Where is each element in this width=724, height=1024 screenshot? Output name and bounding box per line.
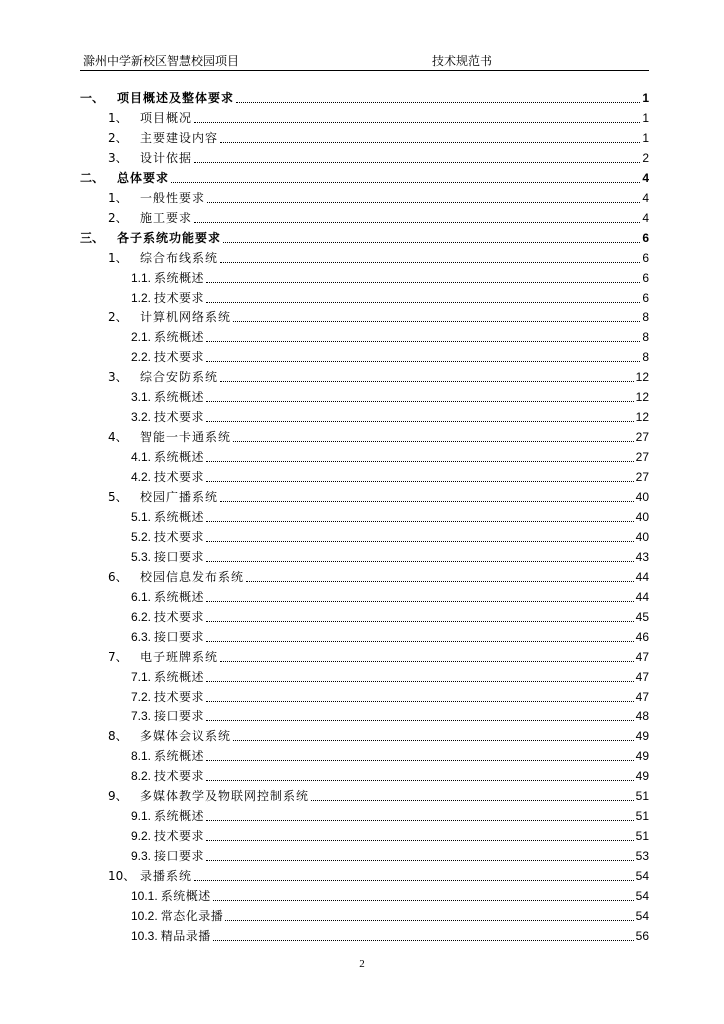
- toc-entry[interactable]: [131, 826, 649, 846]
- toc-entry-title: 录播系统: [140, 869, 193, 884]
- toc-entry[interactable]: [108, 786, 649, 806]
- toc-entry[interactable]: [108, 248, 649, 268]
- toc-entry-title: 系统概述: [154, 749, 205, 764]
- toc-entry-page: 47: [635, 689, 649, 704]
- toc-entry-number: 5、: [108, 490, 128, 504]
- toc-dot-leader: [206, 600, 634, 602]
- toc-dot-leader: [206, 301, 640, 303]
- toc-entry[interactable]: [108, 128, 649, 148]
- toc-dot-leader: [206, 640, 634, 642]
- toc-entry-number: 1.1.: [131, 270, 152, 285]
- toc-entry[interactable]: [108, 367, 649, 387]
- toc-entry-page: 51: [635, 789, 649, 804]
- toc-entry-title: 系统概述: [154, 390, 205, 405]
- toc-entry-title: 接口要求: [154, 549, 205, 564]
- toc-dot-leader: [206, 700, 634, 702]
- toc-entry-page: 40: [635, 509, 649, 524]
- toc-entry[interactable]: [131, 467, 649, 487]
- toc-entry-number: 2、: [108, 310, 128, 325]
- toc-dot-leader: [220, 261, 640, 263]
- toc-entry-title: 系统概述: [154, 509, 205, 524]
- toc-dot-leader: [236, 101, 640, 103]
- toc-entry-number: 2.1.: [131, 330, 152, 345]
- toc-dot-leader: [220, 380, 634, 382]
- toc-entry-number: 5.3.: [131, 549, 152, 564]
- toc-entry-number: 8、: [108, 729, 128, 744]
- toc-entry-number: 6.1.: [131, 589, 152, 604]
- toc-entry[interactable]: [108, 188, 649, 208]
- toc-entry-title: 接口要求: [154, 709, 205, 724]
- toc-entry-page: 48: [635, 709, 649, 724]
- toc-entry[interactable]: [131, 846, 649, 866]
- header-divider: [80, 70, 649, 71]
- toc-entry[interactable]: [131, 527, 649, 547]
- toc-entry-number: 4、: [108, 430, 128, 445]
- toc-entry[interactable]: [108, 108, 649, 128]
- toc-entry-number: 2.2.: [131, 350, 152, 365]
- toc-entry[interactable]: [131, 288, 649, 308]
- toc-entry-number: 1、: [108, 190, 128, 205]
- toc-dot-leader: [194, 221, 640, 223]
- toc-entry-number: 9、: [108, 789, 128, 804]
- toc-entry-page: 2: [642, 150, 649, 165]
- toc-entry-title: 综合布线系统: [140, 250, 219, 265]
- toc-entry-title: 技术要求: [154, 470, 205, 485]
- toc-entry-page: 8: [642, 350, 649, 365]
- toc-dot-leader: [206, 540, 634, 542]
- toc-entry-page: 40: [635, 490, 649, 504]
- toc-entry-number: 6.3.: [131, 629, 152, 644]
- toc-dot-leader: [213, 899, 634, 901]
- toc-entry-number: 5.2.: [131, 529, 152, 544]
- toc-entry-title: 系统概述: [160, 889, 211, 903]
- toc-entry-page: 54: [635, 869, 649, 884]
- toc-dot-leader: [171, 181, 640, 183]
- toc-entry-number: 5.1.: [131, 509, 152, 524]
- toc-entry-page: 12: [635, 390, 649, 405]
- toc-dot-leader: [194, 121, 640, 123]
- toc-entry-title: 智能一卡通系统: [140, 430, 232, 445]
- toc-entry-number: 2、: [108, 210, 128, 225]
- toc-entry-page: 1: [642, 110, 649, 125]
- toc-entry-title: 校园信息发布系统: [140, 569, 245, 584]
- toc-entry-number: 9.2.: [131, 829, 152, 844]
- toc-entry-title: 各子系统功能要求: [117, 230, 222, 245]
- toc-entry[interactable]: [80, 168, 649, 188]
- toc-entry-title: 技术要求: [154, 529, 205, 544]
- toc-entry[interactable]: [108, 487, 649, 507]
- toc-entry-number: 9.3.: [131, 849, 152, 864]
- toc-dot-leader: [233, 320, 640, 322]
- toc-dot-leader: [206, 719, 634, 721]
- toc-entry[interactable]: [131, 447, 649, 467]
- toc-entry-page: 4: [642, 170, 649, 185]
- toc-entry-page: 51: [635, 809, 649, 824]
- toc-entry[interactable]: [131, 926, 649, 946]
- toc-entry[interactable]: [108, 307, 649, 327]
- toc-entry[interactable]: [131, 667, 649, 687]
- toc-entry-page: 12: [635, 410, 649, 425]
- toc-entry-page: 47: [635, 669, 649, 684]
- toc-entry-number: 6.2.: [131, 609, 152, 624]
- toc-entry-page: 49: [635, 769, 649, 784]
- toc-entry-number: 7.2.: [131, 689, 152, 704]
- toc-entry-title: 校园广播系统: [140, 490, 219, 504]
- toc-entry-title: 技术要求: [154, 290, 205, 305]
- toc-entry-page: 54: [635, 889, 649, 903]
- toc-entry-title: 技术要求: [154, 410, 205, 425]
- toc-entry[interactable]: [131, 806, 649, 826]
- toc-entry-number: 7、: [108, 649, 128, 664]
- toc-entry-title: 技术要求: [154, 350, 205, 365]
- toc-entry-page: 47: [635, 649, 649, 664]
- toc-dot-leader: [220, 141, 640, 143]
- toc-entry-page: 44: [635, 569, 649, 584]
- toc-entry-page: 54: [635, 908, 649, 923]
- toc-entry-title: 技术要求: [154, 769, 205, 784]
- toc-entry-title: 系统概述: [154, 330, 205, 345]
- toc-entry-number: 3.1.: [131, 390, 152, 405]
- toc-entry-number: 一、: [80, 91, 105, 105]
- toc-entry-title: 技术要求: [154, 609, 205, 624]
- page-header: [83, 52, 649, 70]
- toc-entry-page: 27: [635, 450, 649, 465]
- toc-entry-title: 电子班牌系统: [140, 649, 219, 664]
- toc-entry-title: 项目概况: [140, 110, 193, 125]
- toc-dot-leader: [311, 799, 634, 801]
- toc-entry[interactable]: [131, 268, 649, 288]
- toc-entry-title: 精品录播: [160, 928, 211, 943]
- toc-entry-number: 3、: [108, 150, 128, 165]
- toc-entry-number: 三、: [80, 230, 105, 245]
- toc-entry-title: 主要建设内容: [140, 130, 219, 145]
- toc-entry-title: 多媒体会议系统: [140, 729, 232, 744]
- toc-entry[interactable]: [131, 706, 649, 726]
- toc-entry-page: 27: [635, 430, 649, 445]
- toc-entry-title: 常态化录播: [160, 908, 224, 923]
- toc-entry-page: 45: [635, 609, 649, 624]
- toc-entry-number: 4.1.: [131, 450, 152, 465]
- toc-dot-leader: [206, 460, 634, 462]
- toc-entry-title: 多媒体教学及物联网控制系统: [140, 789, 310, 804]
- toc-dot-leader: [206, 281, 640, 283]
- toc-entry-title: 设计依据: [140, 150, 193, 165]
- toc-entry-title: 综合安防系统: [140, 370, 219, 385]
- toc-entry[interactable]: [108, 567, 649, 587]
- toc-entry-page: 43: [635, 549, 649, 564]
- toc-entry-page: 6: [642, 250, 649, 265]
- toc-entry-page: 6: [642, 230, 649, 245]
- toc-entry-page: 1: [642, 130, 649, 145]
- toc-entry-page: 49: [635, 729, 649, 744]
- toc-dot-leader: [206, 480, 634, 482]
- toc-entry-number: 7.1.: [131, 669, 152, 684]
- toc-entry-title: 项目概述及整体要求: [117, 91, 235, 105]
- toc-entry-page: 6: [642, 270, 649, 285]
- toc-entry-title: 接口要求: [154, 629, 205, 644]
- toc-entry-page: 44: [635, 589, 649, 604]
- toc-dot-leader: [206, 839, 634, 841]
- toc-entry-page: 46: [635, 629, 649, 644]
- toc-entry[interactable]: [131, 766, 649, 786]
- toc-dot-leader: [206, 360, 640, 362]
- toc-entry[interactable]: [131, 327, 649, 347]
- toc-entry-title: 一般性要求: [140, 190, 206, 205]
- toc-entry-title: 施工要求: [140, 210, 193, 225]
- toc-entry-title: 系统概述: [154, 450, 205, 465]
- toc-entry[interactable]: [108, 148, 649, 168]
- toc-entry-title: 系统概述: [154, 669, 205, 684]
- toc-entry-title: 技术要求: [154, 689, 205, 704]
- toc-dot-leader: [194, 161, 640, 163]
- toc-entry-page: 27: [635, 470, 649, 485]
- toc-entry[interactable]: [131, 387, 649, 407]
- toc-dot-leader: [206, 819, 634, 821]
- toc-entry[interactable]: [131, 746, 649, 766]
- toc-entry-page: 12: [635, 370, 649, 385]
- toc-dot-leader: [225, 919, 633, 921]
- toc-dot-leader: [223, 241, 640, 243]
- toc-entry-number: 1、: [108, 250, 128, 265]
- page-number: 2: [359, 958, 365, 970]
- toc-dot-leader: [233, 739, 634, 741]
- toc-entry-number: 二、: [80, 170, 105, 185]
- toc-dot-leader: [220, 500, 634, 502]
- toc-entry[interactable]: [108, 726, 649, 746]
- toc-entry-page: 1: [642, 91, 649, 105]
- toc-entry[interactable]: [108, 866, 649, 886]
- toc-entry-number: 1.2.: [131, 290, 152, 305]
- toc-entry-page: 8: [642, 310, 649, 325]
- toc-dot-leader: [206, 340, 640, 342]
- toc-dot-leader: [220, 660, 634, 662]
- toc-entry[interactable]: [131, 687, 649, 707]
- toc-entry-title: 接口要求: [154, 849, 205, 864]
- toc-entry[interactable]: [80, 88, 649, 108]
- toc-entry[interactable]: [131, 627, 649, 647]
- toc-dot-leader: [206, 779, 634, 781]
- toc-dot-leader: [233, 440, 634, 442]
- toc-entry-number: 10.1.: [131, 889, 158, 903]
- toc-entry-number: 6、: [108, 569, 128, 584]
- toc-entry-number: 4.2.: [131, 470, 152, 485]
- toc-entry-number: 10.2.: [131, 908, 158, 923]
- toc-entry-title: 总体要求: [117, 170, 170, 185]
- toc-entry-page: 4: [642, 210, 649, 225]
- toc-entry[interactable]: [108, 208, 649, 228]
- toc-entry-title: 系统概述: [154, 270, 205, 285]
- toc-entry[interactable]: [108, 427, 649, 447]
- toc-entry[interactable]: [131, 347, 649, 367]
- toc-dot-leader: [206, 680, 634, 682]
- toc-entry[interactable]: [131, 906, 649, 926]
- toc-dot-leader: [213, 939, 634, 941]
- toc-entry-number: 3.2.: [131, 410, 152, 425]
- toc-dot-leader: [207, 201, 640, 203]
- toc-entry-page: 4: [642, 190, 649, 205]
- toc-entry-title: 技术要求: [154, 829, 205, 844]
- header-project-title: 滁州中学新校区智慧校园项目: [83, 54, 240, 68]
- toc-entry-number: 9.1.: [131, 809, 152, 824]
- toc-entry[interactable]: [131, 547, 649, 567]
- toc-dot-leader: [206, 620, 634, 622]
- toc-dot-leader: [194, 879, 634, 881]
- toc-entry-number: 7.3.: [131, 709, 152, 724]
- toc-entry-page: 49: [635, 749, 649, 764]
- toc-dot-leader: [206, 759, 634, 761]
- toc-entry-page: 8: [642, 330, 649, 345]
- toc-entry-page: 56: [635, 928, 649, 943]
- toc-entry-title: 计算机网络系统: [140, 310, 232, 325]
- toc-entry[interactable]: [131, 587, 649, 607]
- toc-entry-page: 51: [635, 829, 649, 844]
- toc-dot-leader: [246, 580, 634, 582]
- header-document-type: 技术规范书: [432, 54, 493, 68]
- toc-entry[interactable]: [131, 407, 649, 427]
- toc-dot-leader: [206, 420, 634, 422]
- toc-entry[interactable]: [131, 607, 649, 627]
- toc-entry-page: 53: [635, 849, 649, 864]
- toc-entry-title: 系统概述: [154, 589, 205, 604]
- toc-entry[interactable]: [131, 507, 649, 527]
- toc-entry-number: 1、: [108, 110, 128, 125]
- toc-dot-leader: [206, 859, 634, 861]
- toc-entry-number: 10.3.: [131, 928, 158, 943]
- toc-dot-leader: [206, 400, 634, 402]
- toc-entry[interactable]: [108, 647, 649, 667]
- toc-entry-page: 40: [635, 529, 649, 544]
- toc-entry-number: 10、: [108, 869, 136, 884]
- toc-entry-page: 6: [642, 290, 649, 305]
- toc-dot-leader: [206, 560, 634, 562]
- toc-entry-title: 系统概述: [154, 809, 205, 824]
- toc-entry-number: 8.1.: [131, 749, 152, 764]
- toc-entry-number: 2、: [108, 130, 128, 145]
- toc-entry-number: 3、: [108, 370, 128, 385]
- toc-dot-leader: [206, 520, 634, 522]
- toc-entry[interactable]: [80, 228, 649, 248]
- toc-entry-number: 8.2.: [131, 769, 152, 784]
- toc-entry[interactable]: [131, 886, 649, 906]
